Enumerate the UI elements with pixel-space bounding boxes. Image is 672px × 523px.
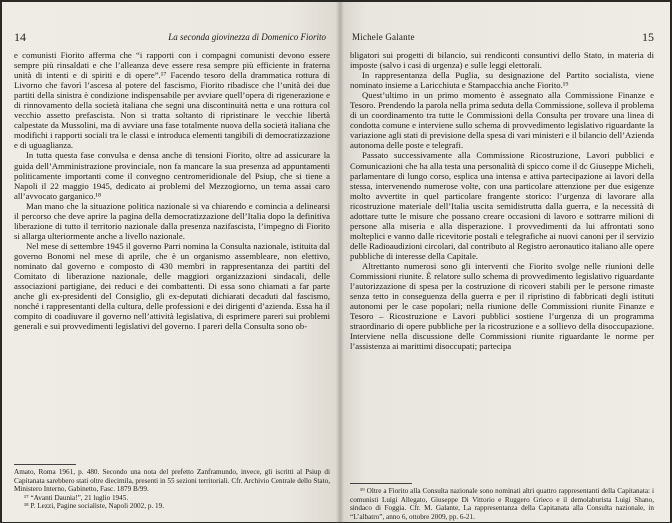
page-number: 14 [14, 30, 26, 44]
right-page [340, 2, 670, 522]
footnote: ¹⁹ Oltre a Fiorito alla Consulta nazionale sono nominati altri quattro rappresentanti della Capitanata: i comunisti Luigi Allegato, Giuseppe Di Vittorio e Ruggero Grieco e il demolaburista Luigi Shano, sindaco di Foggia. Cfr. M. Galante, La rappresentanza della Capitanata alla Consulta nazionale, in “L’albatro”, anno 6, ottobre 2009, pp. 6-21. [350, 487, 654, 521]
footnote-rule [14, 464, 76, 465]
running-title: Michele Galante [352, 32, 415, 42]
paragraph: In tutta questa fase convulsa e densa anche di tensioni Fiorito, oltre ad assicurare la guida dell’Amministrazione provinciale, non fa mancare la sua presenza ad appuntamenti politicamente importanti come il convegno centromeridionale del Psiup, che si tiene a Napoli il 22 maggio 1945, dedicato ai problemi del Mezzogiorno, un tema assai caro all’avvocato garganico.¹⁸ [14, 150, 330, 201]
footnote: Amato, Roma 1961, p. 480. Secondo una nota del prefetto Zanframundo, invece, gli iscritti al Psiup di Capitanata sarebbero stati oltre diecimila, presenti in 55 sezioni territoriali. Cfr. Archivio Centrale dello Stato, Ministero Interno, Gabinetto, Fasc. 1879 B/99. [14, 468, 330, 494]
right-page-header [350, 30, 654, 44]
paragraph: Altrettanto numerosi sono gli interventi che Fiorito svolge nelle riunioni delle Commissioni riunite. È relatore sullo schema di provvedimento legislativo riguardante l’autorizzazione di spesa per la costruzione di ricoveri stabili per le persone rimaste senza tetto in conseguenza della guerra e per il ripristino di fabbricati degli istituti autonomi per le case popolari; nella riunione delle Commissioni riunite Finanze e Tesoro – Ricostruzione e Lavori pubblici sostiene l’urgenza di un programma straordinario di opere pubbliche per la ricostruzione e a sollievo della disoccupazione. Interviene nella discussione delle Commissioni riunite riguardante le norme per l’assistenza ai marittimi disoccupati; partecipa [350, 260, 654, 352]
paragraph: Passato successivamente alla Commissione Ricostruzione, Lavori pubblici e Comunicazioni che ha alla testa una personalità di spicco come il dc Giuseppe Micheli, parlamentare di lungo corso, esplica una intensa e attiva partecipazione ai lavori della stessa, intervenendo numerose volte, con una particolare attenzione per due esigenze molto avvertite in quel particolare frangente storico: l’urgenza di lavorare alla ricostruzione materiale dell’Italia uscita semidistrutta dalla guerra, e la necessità di adottare tutte le misure che possano creare occasioni di lavoro e sottrarre milioni di persone alla miseria e alla disperazione. I provvedimenti da lui affrontati sono molteplici e vanno dalle ricevitorie postali e telegrafiche ai nuovi canoni per il servizio delle Radioaudizioni circolari, dal contributo al Registro aeronautico italiano alle opere pubbliche di interesse della Capitale. [350, 150, 654, 261]
footnote-rule [350, 483, 412, 484]
paragraph: e comunisti Fiorito afferma che “i rapporti con i compagni comunisti devono essere sempre più rinsaldati e che l’alleanza deve essere resa sempre più efficiente in fraterna unità di intenti e di spiriti e di opere”.¹⁷ Facendo tesoro della drammatica rottura di Livorno che favorì l’ascesa al potere del fascismo, Fiorito ribadisce che l’unità dei due partiti della sinistra è condizione indispensabile per avviare quell’opera di rigenerazione e di rinnovamento della società italiana che segni una discontinuità netta e una rottura col vecchio assetto prefascista. Non si tratta soltanto di ripristinare le vecchie libertà calpestate da Mussolini, ma di avviare una fase totalmente nuova della società italiana che modifichi i rapporti sociali tra le classi e introduca elementi tangibili di democratizzazione e di uguaglianza. [14, 50, 330, 151]
right-page-footnotes [350, 483, 654, 521]
footnote: ¹⁷ “Avanti Daunia!”, 21 luglio 1945. [24, 493, 129, 502]
paragraph: Man mano che la situazione politica nazionale si va chiarendo e comincia a delinearsi il percorso che deve aprire la pagina della democratizzazione dell’Italia dopo la definitiva liberazione di tutto il territorio nazionale dalla presenza nazifascista, l’impegno di Fiorito si allarga ulteriormente anche a livello nazionale. [14, 200, 330, 241]
left-page-header [14, 30, 330, 44]
paragraph: Nel mese di settembre 1945 il governo Parri nomina la Consulta nazionale, istituita dal governo Bonomi nel mese di aprile, che è un organismo assembleare, non elettivo, nominato dal governo e composto di 430 membri in rappresentanza dei partiti del Comitato di liberazione nazionale, delle maggiori organizzazioni sindacali, delle associazioni partigiane, dei reduci e dei combattenti. Di essa sono chiamati a far parte anche gli ex-presidenti del Consiglio, gli ex-deputati dichiarati decaduti dal fascismo, nonché i rappresentanti della cultura, delle professioni e dei dirigenti d’azienda. Essa ha il compito di coadiuvare il governo nell’attività legislativa, di esprimere pareri sui problemi generali e sui provvedimenti legislativi del governo. I pareri della Consulta sono ob- [14, 240, 330, 332]
book-spread [2, 2, 670, 522]
paragraph: In rappresentanza della Puglia, su designazione del Partito socialista, viene nominato insieme a Laricchiuta e Stampacchia anche Fiorito.¹⁹ [350, 70, 654, 91]
running-title: La seconda giovinezza di Domenico Fiorito [168, 32, 326, 42]
right-page-body [350, 50, 654, 351]
book-gutter [336, 2, 344, 522]
paragraph: bligatori sui progetti di bilancio, sui rendiconti consuntivi dello Stato, in materia di imposte (salvo i casi di urgenza) e sulle leggi elettorali. [350, 50, 654, 71]
left-page-body [14, 50, 330, 331]
footnote: ¹⁸ P. Lezzi, Pagine socialiste, Napoli 2002, p. 19. [24, 502, 165, 511]
page-number: 15 [642, 30, 654, 44]
paragraph: Quest’ultimo in un primo momento è assegnato alla Commissione Finanze e Tesoro. Prendendo la parola nella prima seduta della Commissione, solleva il problema di un coordinamento tra tutte le Commissioni della Consulta per trovare una linea di condotta comune e interviene sullo schema di provvedimento legislativo riguardante la variazione agli stati di previsione della spesa di vari ministeri e il bilancio dell’Azienda autonoma delle poste e telegrafi. [350, 90, 654, 151]
left-page [2, 2, 340, 522]
left-page-footnotes [14, 464, 330, 511]
